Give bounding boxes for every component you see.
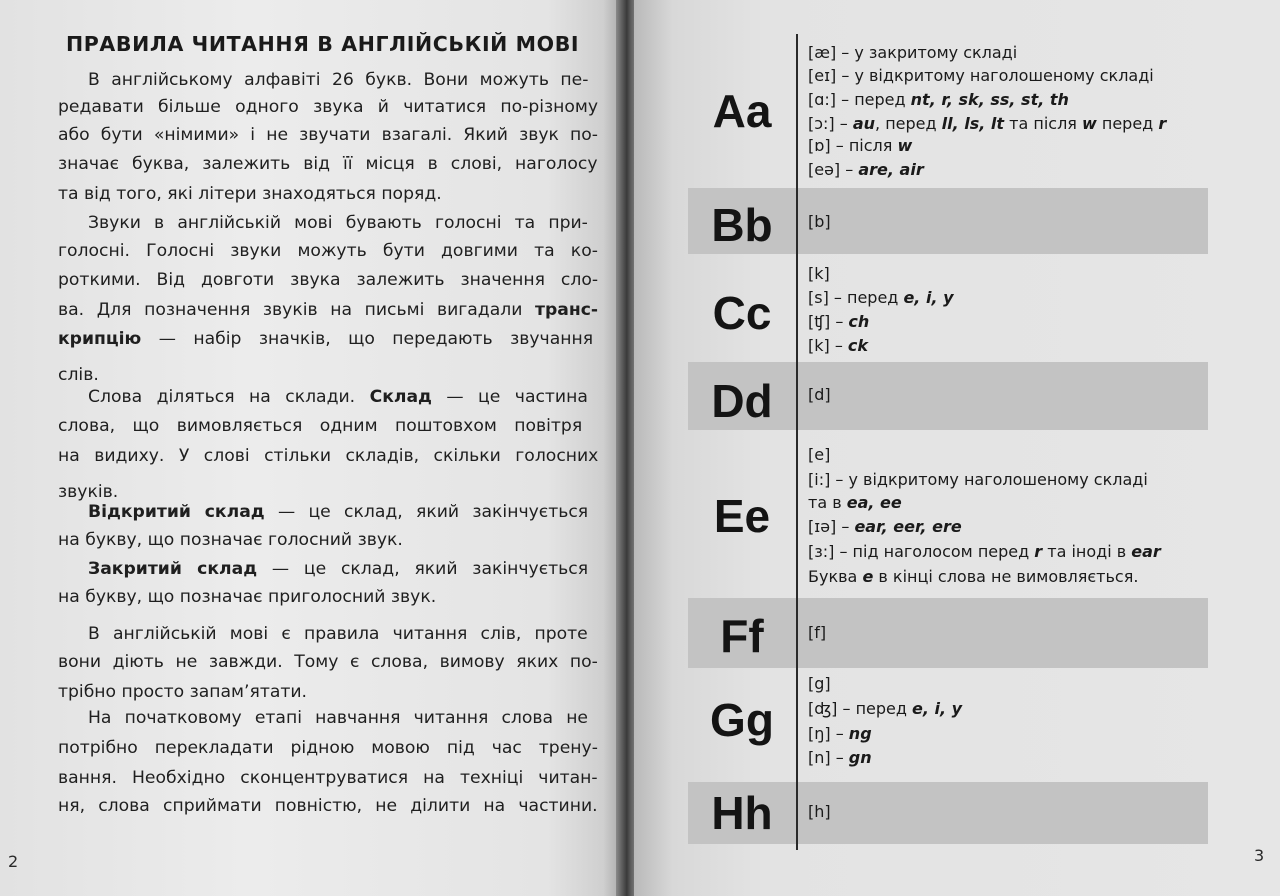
- text-line: [58, 484, 598, 501]
- text-run: роткими. Від довготи звука залежить значення сло-: [58, 270, 599, 290]
- letter-combination: r: [1034, 542, 1043, 561]
- pronunciation-rule: [808, 314, 869, 330]
- rule-text: [s] – перед: [808, 288, 904, 307]
- letter-heading: Dd: [711, 375, 773, 427]
- text-run: вання. Необхідно сконцентруватися на техніці читан-: [58, 768, 598, 788]
- text-line: [58, 798, 598, 815]
- rule-text: [ɑ:] – перед: [808, 90, 911, 109]
- rule-text: [ɜ:] – під наголосом перед: [808, 542, 1035, 561]
- pronunciation-rule: [808, 266, 830, 282]
- pronunciation-rule: [808, 544, 1161, 560]
- text-line: [58, 654, 598, 671]
- letter-combination: ch: [848, 312, 870, 331]
- text-line: [58, 156, 598, 173]
- text-line-content: [58, 367, 99, 384]
- letter-combination: gn: [848, 748, 872, 767]
- letter-heading: Hh: [711, 787, 773, 839]
- text-run: На початковому етапі навчання читання слова не: [88, 708, 589, 728]
- text-line: [88, 389, 588, 406]
- letter-combination: r: [1158, 114, 1167, 133]
- letter-combination: ear: [1131, 542, 1161, 561]
- rule-text: та в: [808, 493, 847, 512]
- text-line-content: [58, 186, 442, 203]
- letter-heading: Cc: [712, 287, 772, 339]
- text-line-content: [58, 418, 582, 435]
- text-line: [88, 504, 588, 521]
- rule-text: [f]: [808, 623, 827, 642]
- text-line-content: [58, 654, 598, 671]
- text-line: [58, 186, 598, 203]
- pronunciation-rule: [808, 447, 830, 463]
- text-line-content: [58, 331, 593, 348]
- text-run: голосні. Голосні звуки можуть бути довгими та ко-: [58, 241, 598, 261]
- pronunciation-rule: [808, 676, 831, 692]
- text-line-content: [88, 710, 588, 727]
- text-run: Звуки в англійській мові бувають голосні та при-: [88, 213, 588, 233]
- text-run: на видиху. У слові стільки складів, скільки голосних: [58, 446, 599, 466]
- text-line-content: [88, 389, 588, 406]
- pronunciation-rule: [808, 804, 831, 820]
- letter-heading: Ff: [720, 610, 764, 662]
- text-line: [58, 770, 598, 787]
- text-run: В англійській мові є правила читання слів, проте: [88, 624, 588, 644]
- text-line-content: [58, 740, 598, 757]
- text-line: [58, 367, 598, 384]
- rule-text: [ɔ:] –: [808, 114, 853, 133]
- rule-text: [ʧ] –: [808, 312, 849, 331]
- text-line: [88, 561, 588, 578]
- rule-text: [h]: [808, 802, 831, 821]
- text-line-content: [58, 127, 598, 144]
- text-line-content: [88, 626, 588, 643]
- text-run: — це частина: [431, 387, 588, 407]
- rule-text: [ʤ] – перед: [808, 699, 913, 718]
- text-run: — набір значків, що передають звучання: [141, 329, 594, 349]
- text-run: слів.: [58, 365, 99, 385]
- text-run: слова, що вимовляється одним поштовхом повітря: [58, 416, 583, 436]
- text-line: [58, 243, 598, 260]
- text-line: [88, 710, 588, 727]
- letter-combination: au: [852, 114, 876, 133]
- pronunciation-rule: [808, 387, 831, 403]
- rule-text: [e]: [808, 445, 831, 464]
- rule-text: [b]: [808, 212, 831, 231]
- text-line-content: [88, 561, 588, 578]
- text-line-content: [58, 532, 403, 549]
- bold-term: Відкритий склад: [88, 502, 265, 522]
- pronunciation-rule: [808, 726, 872, 742]
- bold-term: крипцію: [58, 329, 142, 349]
- letter-combination: are, air: [858, 160, 924, 179]
- pronunciation-rule: [808, 519, 962, 535]
- pronunciation-rule: [808, 625, 826, 641]
- bold-term: транс-: [535, 300, 599, 320]
- letter-combination: ea, ee: [846, 493, 902, 512]
- letter-combination: nt, r, sk, ss, st, th: [910, 90, 1069, 109]
- rule-text: в кінці слова не вимовляється.: [873, 567, 1139, 586]
- page-title: ПРАВИЛА ЧИТАННЯ В АНГЛІЙСЬКІЙ МОВІ: [66, 32, 580, 56]
- rule-text: [g]: [808, 674, 831, 693]
- text-line: [58, 532, 598, 549]
- page-number-right: 3: [1254, 846, 1265, 865]
- text-line-content: [58, 484, 118, 501]
- bold-term: Склад: [369, 387, 432, 407]
- text-run: — це склад, який закінчується: [257, 559, 589, 579]
- letter-combination: ear, eer, ere: [854, 517, 962, 536]
- text-run: ня, слова сприймати повністю, не ділити на частини.: [58, 796, 598, 816]
- pronunciation-rule: [808, 569, 1138, 585]
- text-line-content: [88, 215, 588, 232]
- pronunciation-rule: [808, 45, 1017, 61]
- letter-combination: ll, ls, lt: [941, 114, 1005, 133]
- text-line-content: [58, 243, 598, 260]
- pronunciation-rule: [808, 495, 902, 511]
- text-line-content: [58, 448, 598, 465]
- letter-combination: e: [862, 567, 874, 586]
- text-line: [88, 626, 588, 643]
- text-run: або бути «німими» і не звучати взагалі. Який звук по-: [58, 125, 599, 145]
- letter-combination: ck: [847, 336, 869, 355]
- letter-combination: e, i, y: [903, 288, 954, 307]
- text-run: трібно просто запам’ятати.: [58, 682, 308, 702]
- rule-text: , перед: [875, 114, 942, 133]
- text-line: [88, 215, 588, 232]
- pronunciation-rule: [808, 338, 868, 354]
- text-line-content: [58, 156, 598, 173]
- pronunciation-rule: [808, 701, 962, 717]
- rule-text: [ɒ] – після: [808, 136, 898, 155]
- rule-text: [i:] – у відкритому наголошеному складі: [808, 470, 1148, 489]
- rule-text: [ŋ] –: [808, 724, 849, 743]
- pronunciation-rule: [808, 138, 912, 154]
- text-line: [58, 418, 598, 435]
- text-line-content: [88, 504, 588, 521]
- text-line: [58, 272, 598, 289]
- letter-heading: Ee: [713, 490, 771, 542]
- text-run: В англійському алфавіті 26 букв. Вони можуть пе-: [88, 70, 589, 90]
- text-run: на букву, що позначає голосний звук.: [58, 530, 403, 550]
- text-run: редавати більше одного звука й читатися по-різному: [58, 97, 599, 117]
- text-run: Слова діляться на склади.: [88, 387, 370, 407]
- text-run: та від того, які літери знаходяться поряд.: [58, 184, 442, 204]
- text-line: [88, 72, 588, 89]
- rule-text: та після: [1004, 114, 1082, 133]
- text-line: [58, 740, 598, 757]
- text-line: [58, 589, 598, 606]
- rule-text: [k] –: [808, 336, 848, 355]
- rule-text: [æ] – у закритому складі: [808, 43, 1018, 62]
- pronunciation-rule: [808, 92, 1069, 108]
- pronunciation-rule: [808, 214, 831, 230]
- page-number-left: 2: [8, 852, 19, 871]
- text-line-content: [58, 798, 598, 815]
- text-line-content: [58, 272, 598, 289]
- text-line-content: [88, 72, 588, 89]
- text-run: на букву, що позначає приголосний звук.: [58, 587, 437, 607]
- text-line: [58, 302, 598, 319]
- rule-text: Буква: [808, 567, 863, 586]
- text-line: [58, 127, 598, 144]
- text-line: [58, 684, 598, 701]
- table-divider: [796, 34, 798, 850]
- pronunciation-rule: [808, 472, 1148, 488]
- pronunciation-rule: [808, 68, 1154, 84]
- letter-heading: Gg: [710, 694, 774, 746]
- pronunciation-rule: [808, 116, 1166, 132]
- text-line: [58, 448, 598, 465]
- letter-combination: w: [1082, 114, 1097, 133]
- text-run: звуків.: [58, 482, 119, 502]
- text-line-content: [58, 99, 598, 116]
- text-run: — це склад, який закінчується: [264, 502, 589, 522]
- text-line-content: [58, 302, 598, 319]
- letter-combination: e, i, y: [912, 699, 963, 718]
- text-run: вони діють не завжди. Тому є слова, вимову яких по-: [58, 652, 598, 672]
- text-run: ва. Для позначення звуків на письмі вигадали: [58, 300, 535, 320]
- text-line-content: [58, 684, 307, 701]
- rule-text: та іноді в: [1042, 542, 1132, 561]
- text-run: потрібно перекладати рідною мовою під час трену-: [58, 738, 598, 758]
- text-line: [58, 331, 598, 348]
- text-run: значає буква, залежить від її місця в слові, наголосу: [58, 154, 598, 174]
- text-line-content: [58, 770, 598, 787]
- rule-text: [k]: [808, 264, 830, 283]
- rule-text: [eə] –: [808, 160, 859, 179]
- pronunciation-rule: [808, 162, 924, 178]
- rule-text: [ɪə] –: [808, 517, 855, 536]
- bold-term: Закритий склад: [88, 559, 258, 579]
- rule-text: перед: [1096, 114, 1159, 133]
- pronunciation-rule: [808, 750, 872, 766]
- letter-combination: ng: [848, 724, 872, 743]
- text-line: [58, 99, 598, 116]
- letter-heading: Aa: [712, 85, 772, 137]
- rule-text: [n] –: [808, 748, 849, 767]
- rule-text: [eɪ] – у відкритому наголошеному складі: [808, 66, 1154, 85]
- letter-combination: w: [897, 136, 913, 155]
- rule-text: [d]: [808, 385, 831, 404]
- letter-heading: Bb: [711, 199, 773, 251]
- pronunciation-rule: [808, 290, 954, 306]
- text-line-content: [58, 589, 436, 606]
